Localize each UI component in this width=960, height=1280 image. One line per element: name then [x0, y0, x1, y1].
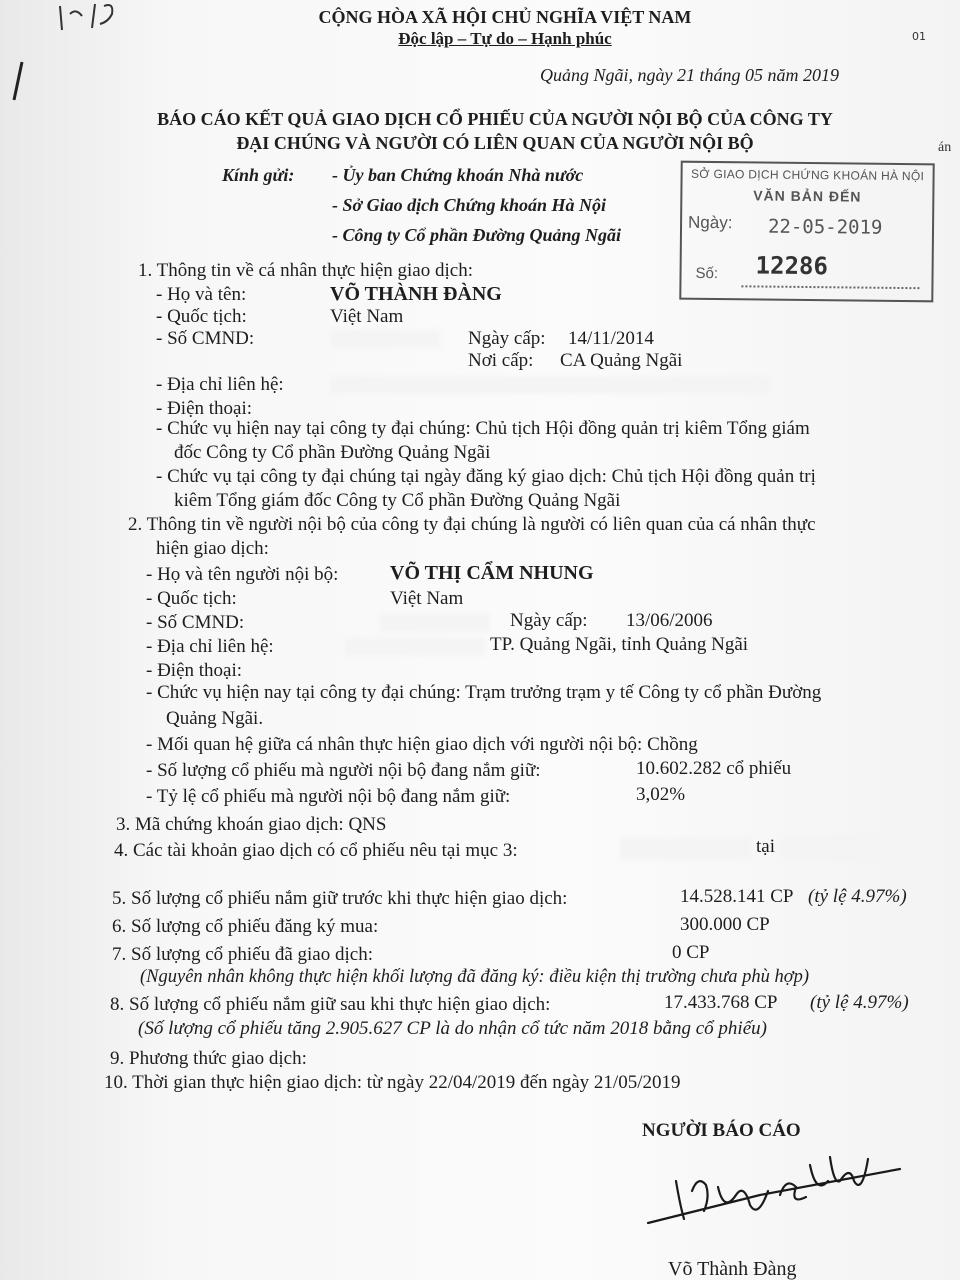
s2-name-label: - Họ và tên người nội bộ: — [146, 564, 339, 585]
signature-title: NGƯỜI BÁO CÁO — [642, 1120, 801, 1141]
s2-nationality-value: Việt Nam — [390, 588, 464, 609]
item-8-value: 17.433.768 CP — [664, 992, 778, 1013]
s2-position-2: Quảng Ngãi. — [166, 708, 264, 729]
s2-ratio-value: 3,02% — [636, 784, 686, 805]
received-stamp — [679, 161, 934, 303]
margin-number: 01 — [912, 30, 926, 43]
stamp-date-label: Ngày: — [687, 212, 733, 233]
s1-issue-place-value: CA Quảng Ngãi — [560, 350, 683, 371]
item-7-label: 7. Số lượng cổ phiếu đã giao dịch: — [112, 944, 373, 965]
s2-phone-label: - Điện thoại: — [146, 660, 243, 681]
item-10: 10. Thời gian thực hiện giao dịch: từ ngày 22/04/2019 đến ngày 21/05/2019 — [104, 1072, 681, 1093]
recipients-label: Kính gửi: — [222, 165, 295, 185]
item-8-label: 8. Số lượng cổ phiếu nắm giữ sau khi thực hiện giao dịch: — [110, 994, 551, 1015]
s1-position-now-1: - Chức vụ hiện nay tại công ty đại chúng: Chủ tịch Hội đồng quản trị kiêm Tổng giám — [156, 418, 810, 439]
item-6-label: 6. Số lượng cổ phiếu đăng ký mua: — [112, 916, 379, 937]
s1-address-label: - Địa chỉ liên hệ: — [156, 374, 284, 395]
item-5-value: 14.528.141 CP — [680, 886, 794, 907]
signer-name: Võ Thành Đàng — [668, 1258, 797, 1280]
stamp-number-value: 12286 — [755, 251, 829, 281]
s2-address-value: TP. Quảng Ngãi, tỉnh Quảng Ngãi — [490, 634, 749, 655]
s2-shares-value: 10.602.282 cổ phiếu — [636, 758, 792, 779]
s2-address-label: - Địa chỉ liên hệ: — [146, 636, 274, 657]
s2-relation: - Mối quan hệ giữa cá nhân thực hiện giao dịch với người nội bộ: Chồng — [146, 734, 698, 755]
signature-mark — [640, 1135, 940, 1235]
s2-shares-label: - Số lượng cổ phiếu mà người nội bộ đang nắm giữ: — [146, 760, 541, 781]
item-5-label: 5. Số lượng cổ phiếu nắm giữ trước khi thực hiện giao dịch: — [112, 888, 568, 909]
s1-issue-date-value: 14/11/2014 — [568, 328, 654, 349]
s1-nationality-value: Việt Nam — [330, 306, 404, 327]
motto: Độc lập – Tự do – Hạnh phúc — [398, 29, 612, 48]
stamp-org: SỞ GIAO DỊCH CHỨNG KHOÁN HÀ NỘI — [690, 166, 925, 184]
recipient-item: - Ủy ban Chứng khoán Nhà nước — [332, 165, 584, 185]
item-8-ratio: (tỷ lệ 4.97%) — [810, 992, 909, 1013]
item-6-value: 300.000 CP — [680, 914, 770, 935]
item-7-value: 0 CP — [672, 942, 710, 963]
s2-id-label: - Số CMND: — [146, 612, 245, 633]
item-4-at: tại — [756, 836, 775, 857]
margin-fragment: án — [938, 140, 952, 155]
item-7-note: (Nguyên nhân không thực hiện khối lượng đã đăng ký: điều kiện thị trường chưa phù hợp) — [140, 967, 810, 987]
stamp-dotted-line — [741, 285, 919, 289]
margin-scribble — [0, 0, 140, 110]
s1-id-label: - Số CMND: — [156, 328, 255, 349]
s1-position-reg-2: kiêm Tổng giám đốc Công ty Cổ phần Đường Quảng Ngãi — [174, 490, 621, 511]
stamp-date-value: 22-05-2019 — [767, 215, 883, 239]
redacted-id — [380, 614, 490, 632]
item-5-ratio: (tỷ lệ 4.97%) — [808, 886, 907, 907]
country-header: CỘNG HÒA XÃ HỘI CHỦ NGHĨA VIỆT NAM — [318, 7, 692, 27]
s2-ratio-label: - Tỷ lệ cổ phiếu mà người nội bộ đang nắm giữ: — [146, 786, 511, 807]
s1-nationality-label: - Quốc tịch: — [156, 306, 247, 327]
recipient-item: - Công ty Cổ phần Đường Quảng Ngãi — [332, 225, 622, 245]
s2-position-1: - Chức vụ hiện nay tại công ty đại chúng: Trạm trưởng trạm y tế Công ty cổ phần Đường — [146, 682, 822, 703]
s1-name-value: VÕ THÀNH ĐÀNG — [330, 283, 502, 305]
s2-issue-date-label: Ngày cấp: — [510, 610, 588, 631]
redacted-address — [345, 638, 485, 656]
s1-name-label: - Họ và tên: — [156, 284, 247, 305]
s2-issue-date-value: 13/06/2006 — [626, 610, 713, 631]
redacted-broker — [780, 836, 930, 860]
s2-nationality-label: - Quốc tịch: — [146, 588, 237, 609]
redacted-id — [330, 330, 440, 348]
stamp-number-label: Số: — [695, 264, 719, 283]
item-9: 9. Phương thức giao dịch: — [110, 1048, 307, 1069]
title-line-1: BÁO CÁO KẾT QUẢ GIAO DỊCH CỔ PHIẾU CỦA NGƯỜI NỘI BỘ CỦA CÔNG TY — [157, 109, 833, 129]
section-1-heading: 1. Thông tin về cá nhân thực hiện giao dịch: — [138, 260, 473, 281]
s2-name-value: VÕ THỊ CẨM NHUNG — [390, 562, 594, 584]
redacted-account — [620, 838, 752, 860]
title-line-2: ĐẠI CHÚNG VÀ NGƯỜI CÓ LIÊN QUAN CỦA NGƯỜI NỘI BỘ — [236, 133, 754, 153]
stamp-heading: VĂN BẢN ĐẾN — [753, 187, 862, 205]
s1-issue-place-label: Nơi cấp: — [468, 350, 534, 371]
item-4: 4. Các tài khoản giao dịch có cổ phiếu nêu tại mục 3: — [114, 840, 518, 861]
item-3: 3. Mã chứng khoán giao dịch: QNS — [116, 814, 387, 835]
section-2-heading-1: 2. Thông tin về người nội bộ của công ty đại chúng là người có liên quan của cá nhân thực — [128, 514, 816, 535]
item-8-note: (Số lượng cổ phiếu tăng 2.905.627 CP là do nhận cổ tức năm 2018 bằng cổ phiếu) — [138, 1018, 767, 1039]
place-date: Quảng Ngãi, ngày 21 tháng 05 năm 2019 — [540, 65, 839, 85]
s1-phone-label: - Điện thoại: — [156, 398, 253, 419]
recipient-item: - Sở Giao dịch Chứng khoán Hà Nội — [332, 195, 606, 215]
s1-position-now-2: đốc Công ty Cổ phần Đường Quảng Ngãi — [174, 442, 491, 463]
s1-position-reg-1: - Chức vụ tại công ty đại chúng tại ngày đăng ký giao dịch: Chủ tịch Hội đồng quản trị — [156, 466, 816, 487]
redacted-address — [330, 376, 770, 394]
section-2-heading-2: hiện giao dịch: — [156, 538, 269, 559]
s1-issue-date-label: Ngày cấp: — [468, 328, 546, 349]
